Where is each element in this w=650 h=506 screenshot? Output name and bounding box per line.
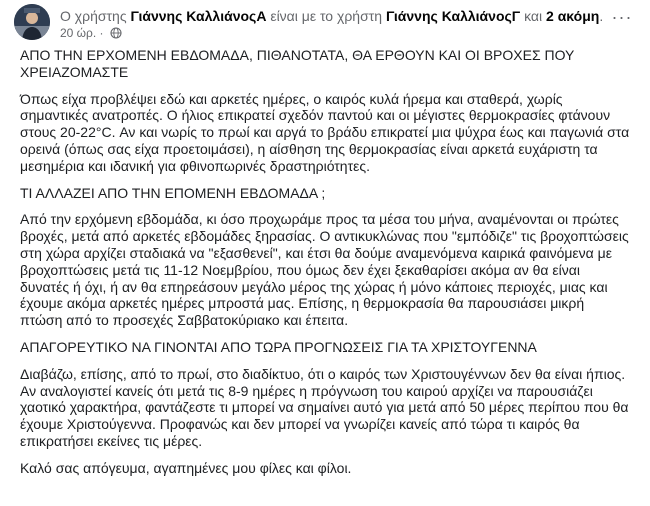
attribution-and-text: και <box>520 8 547 24</box>
post-paragraph-3: Διαβάζω, επίσης, από το πρωί, στο διαδίκτυο, ότι ο καιρός των Χριστουγέννων δεν θα είναι ήπιος. Αν αναλογιστεί κανείς ότι μετά τις 8-9 ημέρες η πρόγνωση του καιρού αρχίζει να παρουσιάζει χαοτικό χαρακτήρα, φαντάζεστε τι μπορεί να σημαίνει αυτό για μετά από 50 μέρες περίπου που θα έχουμε Χριστούγεννα. Προφανώς και δεν μπορεί να γνωρίζει κανείς από τώρα τι καιρός θα επικρατήσει εκείνες τις μέρες. <box>20 365 629 449</box>
attribution-prefix: Ο χρήστης <box>60 8 131 24</box>
post-attribution <box>60 8 603 24</box>
post-meta <box>60 26 122 42</box>
post-header <box>14 4 642 40</box>
post-paragraph-2: Από την ερχόμενη εβδομάδα, κι όσο προχωράμε προς τα μέσα του μήνα, αναμένονται οι πρώτες βροχές, μετά από αρκετές εβδομάδες ξηρασίας. Ο αντικυκλώνας που "εμπόδιζε" τις βροχοπτώσεις στη χώρα αρχίζει σταδιακά να "εξασθενεί", και έτσι θα δούμε αναμενόμενα καιρικά φαινόμενα με βροχοπτώσεις μετά τις 11-12 Νοεμβρίου, που όμως δεν έχει ξεκαθαρίσει ακόμα αν θα είναι δυνατές ή όχι, ή αν θα επηρεάσουν μεγάλο μέρος της χώρας ή μόνο κάποιες περιοχές, μιας και έχουμε ακόμα αρκετές ημέρες μπροστά μας. Επίσης, η θερμοκρασία θα παρουσιάσει μικρή πτώση από το προσεχές Σαββατοκύριακο και έπειτα. <box>20 211 629 329</box>
avatar[interactable] <box>14 4 50 40</box>
post-body <box>20 47 630 487</box>
more-options-button[interactable] <box>608 8 636 32</box>
ellipsis-icon: ··· <box>611 7 633 27</box>
author-name-link[interactable]: Γιάννης ΚαλλιάνοςΑ <box>130 8 267 24</box>
post-heading-3: ΑΠΑΓΟΡΕΥΤΙΚΟ ΝΑ ΓΙΝΟΝΤΑΙ ΑΠΟ ΤΩΡΑ ΠΡΟΓΝΩΣΕΙΣ ΓΙΑ ΤΑ ΧΡΙΣΤΟΥΓΕΝΝΑ <box>20 338 537 355</box>
avatar-image-icon <box>14 4 50 40</box>
attribution-with-text: είναι με το χρήστη <box>266 8 386 24</box>
globe-icon <box>110 27 122 42</box>
attribution-period: . <box>599 8 604 24</box>
post-paragraph-1: Όπως είχα προβλέψει εδώ και αρκετές ημέρες, ο καιρός κυλά ήρεμα και σταθερά, χωρίς σημαντικές ανατροπές. Ο ήλιος επικρατεί σχεδόν παντού και οι μέγιστες θερμοκρασίες φτάνουν στους 20-22°C. Αν και νωρίς το πρωί και αργά το βράδυ επικρατεί μια ψύχρα έως και παγωνιά στα ορεινά (όπως σας είχα προετοιμάσει), η αίσθηση της θερμοκρασίας είναι αρκετά ευχάριστη τα μεσημέρια και ιδανική για φθινοπωρινές δραστηριότητες. <box>20 90 630 174</box>
post-timestamp[interactable]: 20 ώρ. · <box>60 26 104 40</box>
others-link[interactable]: 2 ακόμη <box>546 8 600 24</box>
post-heading-1: ΑΠΟ ΤΗΝ ΕΡΧΟΜΕΝΗ ΕΒΔΟΜΑΔΑ, ΠΙΘΑΝΟΤΑΤΑ, ΘΑ ΕΡΘΟΥΝ ΚΑΙ ΟΙ ΒΡΟΧΕΣ ΠΟΥ ΧΡΕΙΑΖΟΜΑΣΤΕ <box>20 47 575 80</box>
tagged-user-link[interactable]: Γιάννης ΚαλλιάνοςΓ <box>385 8 521 24</box>
post-closing: Καλό σας απόγευμα, αγαπημένες μου φίλες και φίλοι. <box>20 459 352 476</box>
post-heading-2: ΤΙ ΑΛΛΑΖΕΙ ΑΠΟ ΤΗΝ ΕΠΟΜΕΝΗ ΕΒΔΟΜΑΔΑ ; <box>20 184 326 201</box>
